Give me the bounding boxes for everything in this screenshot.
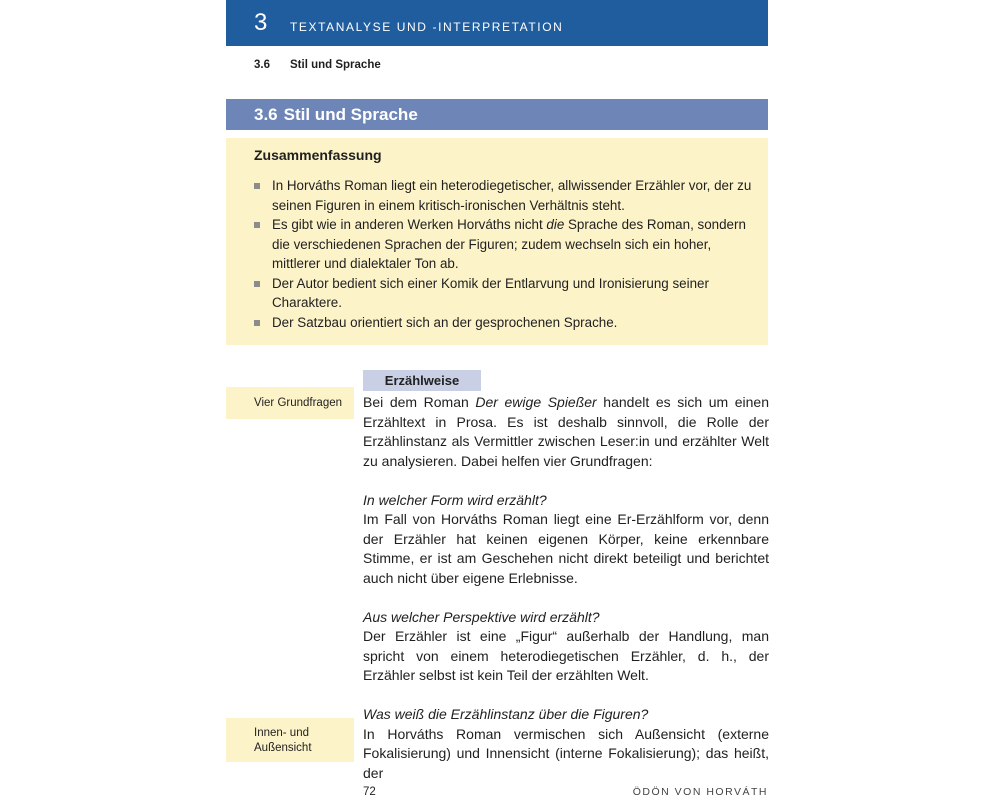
list-item: Es gibt wie in anderen Werken Horváths nicht die Sprache des Roman, sondern die verschiedenen Sprachen der Figuren; zudem wechseln sich ein hoher, mittlerer und dialektaler Ton ab.	[252, 215, 762, 274]
bullet-icon	[254, 281, 260, 287]
chapter-number: 3	[254, 9, 268, 36]
running-head-number: 3.6	[254, 59, 270, 71]
running-head-title: Stil und Sprache	[290, 59, 381, 71]
chapter-header	[226, 0, 768, 46]
body-text	[363, 393, 769, 783]
running-head	[254, 57, 381, 73]
list-item: In Horváths Roman liegt ein heterodiegetischer, allwissender Erzähler vor, der zu seinen Figuren in einem kritisch-ironischen Verhältnis steht.	[252, 176, 762, 215]
page-number: 72	[363, 786, 376, 798]
book-title-footer: ÖDÖN VON HORVÁTH	[632, 786, 768, 798]
paragraph-intro: Bei dem Roman Der ewige Spießer handelt es sich um einen Erzähltext in Prosa. Es ist deshalb sinnvoll, die Rolle der Erzählinstanz als Vermittler zwischen Leser:in und erzählter Welt zu analysieren. Dabei helfen vier Grundfragen:	[363, 394, 769, 469]
chapter-title: TEXTANALYSE UND -INTERPRETATION	[290, 20, 564, 34]
summary-list	[252, 176, 762, 332]
summary-box	[226, 138, 768, 345]
book-page	[226, 0, 768, 800]
summary-heading: Zusammenfassung	[254, 147, 382, 163]
subheading-erzaehlweise: Erzählweise	[363, 370, 481, 391]
list-item: Der Satzbau orientiert sich an der gesprochenen Sprache.	[252, 313, 762, 333]
question-2: Aus welcher Perspektive wird erzählt?	[363, 608, 600, 625]
section-header	[226, 99, 768, 130]
bullet-icon	[254, 222, 260, 228]
answer-3: In Horváths Roman vermischen sich Außensicht (externe Fokalisierung) und Innensicht (interne Fokalisierung); das heißt, der	[363, 725, 769, 781]
margin-note-innen-aussensicht: Innen- und Außensicht	[226, 718, 354, 762]
answer-1: Im Fall von Horváths Roman liegt eine Er-Erzählform vor, denn der Erzähler hat keinen eigenen Körper, keine erkennbare Stimme, er ist am Geschehen nicht direkt beteiligt und berichtet auch nicht über eigene Erlebnisse.	[363, 511, 769, 586]
bullet-icon	[254, 320, 260, 326]
section-title: Stil und Sprache	[283, 105, 418, 124]
bullet-icon	[254, 183, 260, 189]
list-item: Der Autor bedient sich einer Komik der Entlarvung und Ironisierung seiner Charaktere.	[252, 274, 762, 313]
section-number: 3.6	[254, 105, 278, 124]
margin-note-vier-grundfragen: Vier Grundfragen	[226, 387, 354, 419]
question-3: Was weiß die Erzählinstanz über die Figuren?	[363, 706, 649, 722]
answer-2: Der Erzähler ist eine „Figur“ außerhalb der Handlung, man spricht von einem heterodiegetischen Erzähler, d. h., der Erzähler selbst ist kein Teil der erzählten Welt.	[363, 628, 769, 683]
question-1: In welcher Form wird erzählt?	[363, 491, 547, 508]
